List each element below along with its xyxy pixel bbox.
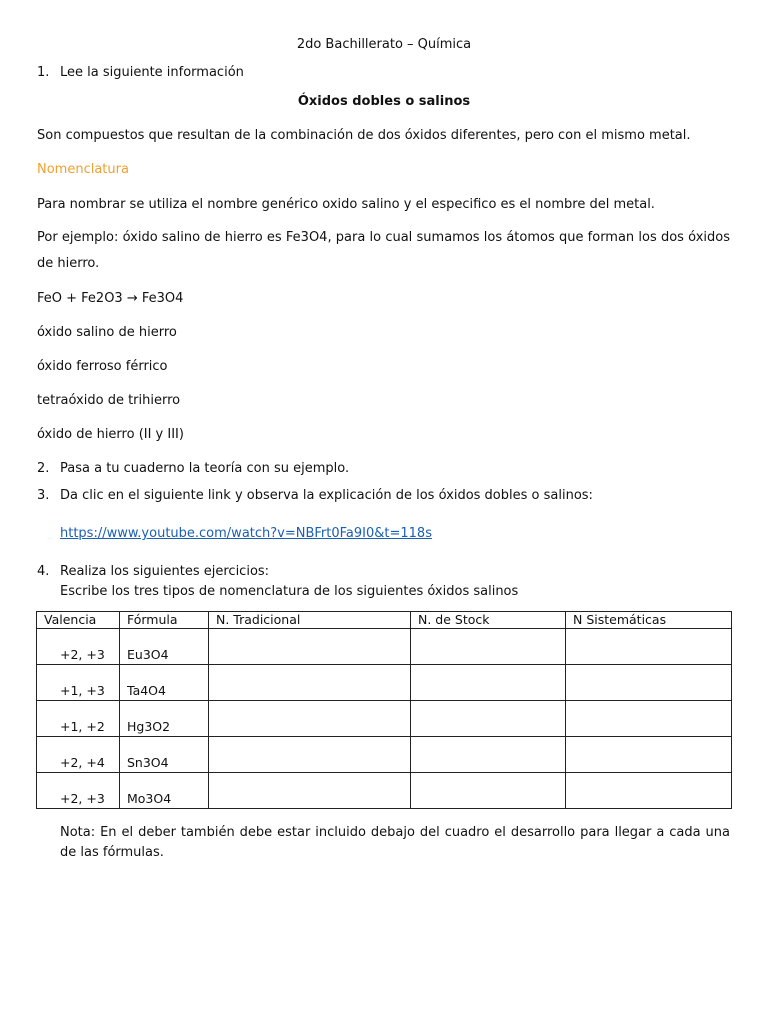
- table-row: [37, 701, 732, 737]
- stock-cell: [411, 701, 566, 737]
- formula-cell: Eu3O4: [120, 629, 209, 665]
- column-header-tradicional: N. Tradicional: [209, 612, 411, 629]
- section-title: Óxidos dobles o salinos: [297, 94, 471, 109]
- name-item: óxido salino de hierro: [37, 325, 177, 340]
- valencia-cell: +2, +3: [37, 773, 120, 809]
- table-row: [37, 773, 732, 809]
- video-link[interactable]: https://www.youtube.com/watch?v=NBFrt0Fa9I0&t=118s: [60, 526, 432, 541]
- formula-cell: Sn3O4: [120, 737, 209, 773]
- table-row: [37, 665, 732, 701]
- formula-cell: Mo3O4: [120, 773, 209, 809]
- video-link-line: [60, 526, 432, 542]
- step-2-number: 2.: [37, 461, 50, 476]
- stock-cell: [411, 773, 566, 809]
- sistematica-cell: [566, 701, 732, 737]
- definition-text: Son compuestos que resultan de la combinación de dos óxidos diferentes, pero con el mismo metal.: [37, 128, 691, 143]
- column-header-valencia: Valencia: [37, 612, 120, 629]
- page-header: 2do Bachillerato – Química: [296, 37, 472, 52]
- step-1-number: 1.: [37, 65, 50, 80]
- tradicional-cell: [209, 629, 411, 665]
- step-1-text: Lee la siguiente información: [60, 65, 244, 80]
- sistematica-cell: [566, 629, 732, 665]
- example-text: Por ejemplo: óxido salino de hierro es Fe3O4, para lo cual sumamos los átomos que forman los dos óxidos de hierro.: [37, 230, 730, 271]
- step-3: [37, 488, 593, 504]
- step-3-text: Da clic en el siguiente link y observa la explicación de los óxidos dobles o salinos:: [60, 488, 593, 503]
- step-2: [37, 461, 349, 477]
- stock-cell: [411, 665, 566, 701]
- exercise-table: [36, 611, 732, 809]
- column-header-sistematicas: N Sistemáticas: [566, 612, 732, 629]
- step-4: [37, 564, 269, 580]
- sistematica-cell: [566, 665, 732, 701]
- step-4-subtext: Escribe los tres tipos de nomenclatura de los siguientes óxidos salinos: [60, 584, 519, 599]
- column-header-formula: Fórmula: [120, 612, 209, 629]
- tradicional-cell: [209, 773, 411, 809]
- valencia-cell: +1, +2: [37, 701, 120, 737]
- valencia-cell: +2, +4: [37, 737, 120, 773]
- stock-cell: [411, 629, 566, 665]
- tradicional-cell: [209, 737, 411, 773]
- stock-cell: [411, 737, 566, 773]
- name-item: tetraóxido de trihierro: [37, 393, 181, 408]
- column-header-stock: N. de Stock: [411, 612, 566, 629]
- step-1: [37, 65, 244, 81]
- formula-cell: Hg3O2: [120, 701, 209, 737]
- note-text: Nota: En el deber también debe estar incluido debajo del cuadro el desarrollo para llegar a cada una de las fórmulas.: [60, 825, 730, 860]
- valencia-cell: +1, +3: [37, 665, 120, 701]
- name-item: óxido de hierro (II y III): [37, 427, 184, 442]
- step-4-number: 4.: [37, 564, 50, 579]
- sistematica-cell: [566, 737, 732, 773]
- step-4-text: Realiza los siguientes ejercicios:: [60, 564, 270, 579]
- valencia-cell: +2, +3: [37, 629, 120, 665]
- nomenclature-heading: Nomenclatura: [37, 162, 129, 177]
- formula-cell: Ta4O4: [120, 665, 209, 701]
- tradicional-cell: [209, 665, 411, 701]
- name-item: óxido ferroso férrico: [37, 359, 168, 374]
- table-row: [37, 737, 732, 773]
- equation: FeO + Fe2O3 → Fe3O4: [37, 291, 184, 306]
- nomenclature-text: Para nombrar se utiliza el nombre genérico oxido salino y el especifico es el nombre del metal.: [37, 197, 655, 212]
- step-2-text: Pasa a tu cuaderno la teoría con su ejemplo.: [60, 461, 350, 476]
- table-header-row: [37, 612, 732, 629]
- sistematica-cell: [566, 773, 732, 809]
- table-row: [37, 629, 732, 665]
- step-3-number: 3.: [37, 488, 50, 503]
- tradicional-cell: [209, 701, 411, 737]
